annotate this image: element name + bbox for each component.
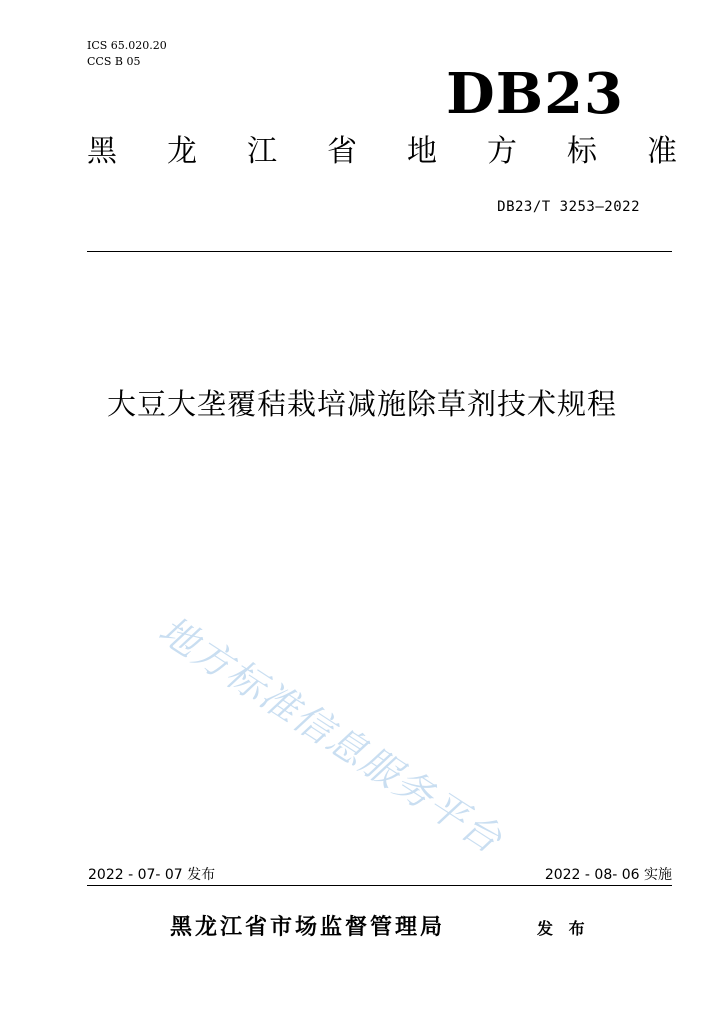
bottom-divider (87, 885, 672, 886)
authority-char: 龙 (167, 134, 197, 169)
ccs-code: CCS B 05 (87, 55, 141, 68)
authority-char: 省 (327, 134, 357, 169)
top-divider (87, 251, 672, 252)
authority-char: 黑 (87, 134, 117, 169)
watermark: 地方标准信息服务平台 (151, 607, 511, 863)
classification-codes (87, 38, 167, 70)
authority-char: 准 (647, 134, 677, 169)
authority-char: 方 (487, 134, 517, 169)
issue-date: 2022 - 07- 07 发布 (88, 867, 216, 883)
publish-label: 发 布 (537, 919, 590, 938)
ics-code: ICS 65.020.20 (87, 39, 167, 52)
standard-prefix: DB23 (446, 61, 624, 127)
document-title: 大豆大垄覆秸栽培减施除草剂技术规程 (106, 387, 617, 421)
authority-heading (87, 132, 677, 172)
implementation-date: 2022 - 08- 06 实施 (544, 867, 672, 883)
authority-char: 江 (247, 134, 277, 169)
authority-char: 地 (407, 134, 437, 169)
standard-code: DB23/T 3253—2022 (497, 199, 640, 215)
publisher: 黑龙江省市场监督管理局 (170, 914, 446, 940)
authority-char: 标 (567, 134, 597, 169)
